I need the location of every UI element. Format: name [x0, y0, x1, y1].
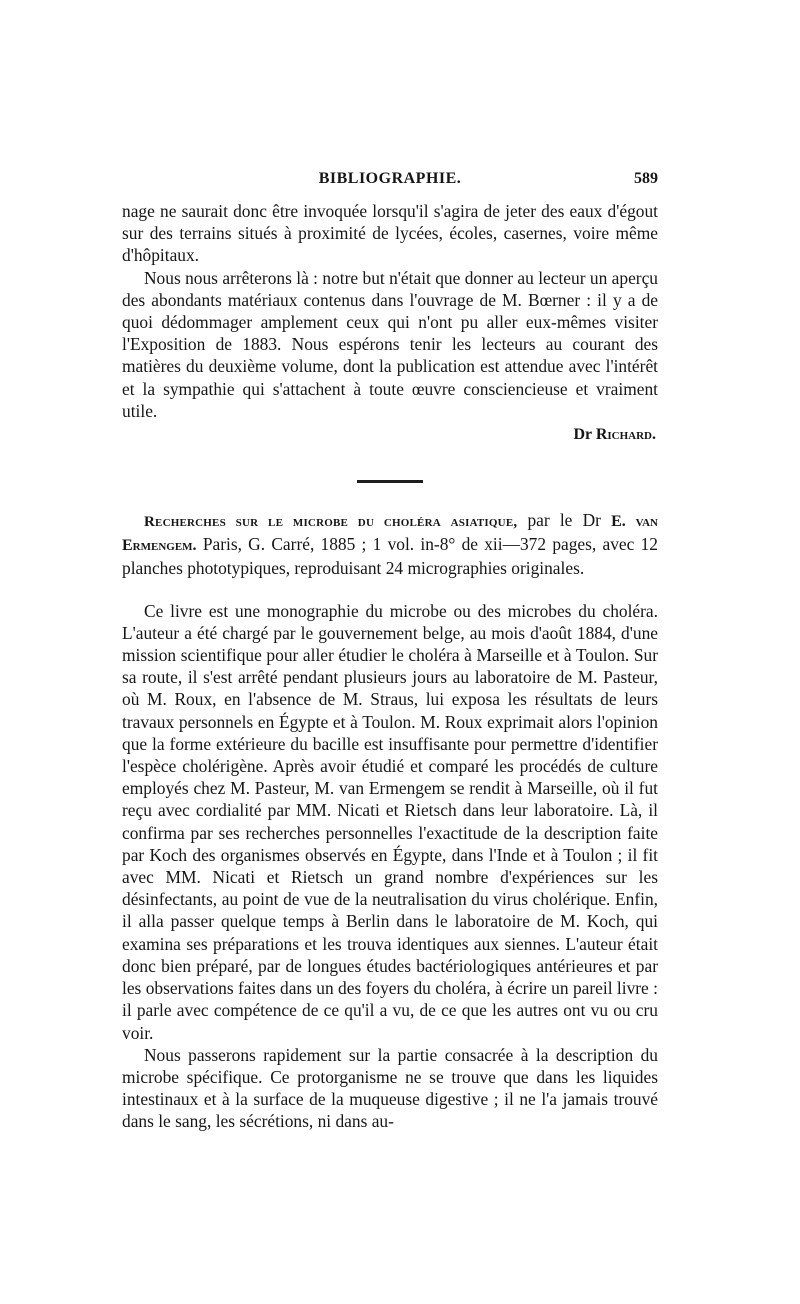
section-divider — [357, 480, 423, 483]
signature-title: Dr — [573, 426, 592, 444]
review-author-name: E. van Ermengem. — [122, 513, 659, 555]
review-details: Paris, G. Carré, 1885 ; 1 vol. in-8° de xii—372 pages, avec 12 planches phototypiques, reproduisant 24 micrographies originales. — [122, 534, 658, 579]
paragraph-conclusion: Nous nous arrêterons là : notre but n'était que donner au lecteur un aperçu des abondants matériaux contenus dans l'ouvrage de M. Bœrner : il y a de quoi dédommager amplement ceux qui n'ont pu aller eux-mêmes visiter l'Exposition de 1883. Nous espérons tenir les lecteurs au courant des matières du deuxième volume, dont la publication est attendue avec l'intérêt et la sympathie qui s'attachent à toute œuvre consciencieuse et vraiment utile. — [122, 267, 658, 421]
paragraph-review-body: Ce livre est une monographie du microbe ou des microbes du choléra. L'auteur a été chargé par le gouvernement belge, au mois d'août 1884, d'une mission scientifique pour aller étudier le choléra à Marseille et à Toulon. Sur sa route, il s'est arrêté pendant plusieurs jours au laboratoire de M. Pasteur, où M. Roux, en l'absence de M. Straus, lui exposa les résultats de leurs travaux personnels en Égypte et à Toulon. M. Roux exprimait alors l'opinion que la forme extérieure du bacille est insuffisante pour permettre d'identifier l'espèce cholérigène. Après avoir étudié et comparé les procédés de culture employés chez M. Pasteur, M. van Ermengem se rendit à Marseille, où il fut reçu avec cordialité par MM. Nicati et Rietsch dans leur laboratoire. Là, il confirma par ses recherches personnelles l'exactitude de la description faite par Koch des organismes observés en Égypte, dans l'Inde et à Toulon ; il fit avec MM. Nicati et Rietsch un grand nombre d'expériences sur les désinfectants, au point de vue de la neutralisation du virus cholérique. Enfin, il alla passer quelque temps à Berlin dans le laboratoire de M. Koch, qui examina ses préparations et les trouva identiques aux siennes. L'auteur était donc bien préparé, par de longues études bactériologiques antérieures et par les observations faites dans un des foyers du choléra, à écrire un pareil livre : il parle avec compétence de ce qu'il a vu, de ce que les autres ont vu ou cru voir. — [122, 600, 658, 1043]
paragraph-review-continued: Nous passerons rapidement sur la partie consacrée à la description du microbe spécifique. Ce protorganisme ne se trouve que dans les liquides intestinaux et à la surface de la muqueuse digestive ; il ne l'a jamais trouvé dans le sang, les sécrétions, ni dans au- — [122, 1044, 658, 1132]
review-title: Recherches sur le microbe du choléra asiatique, — [144, 514, 518, 531]
page-number: 589 — [634, 170, 658, 187]
signature-name: Richard. — [595, 426, 656, 444]
page-header — [122, 170, 658, 192]
review-author-title: Dr — [582, 510, 601, 531]
review-citation — [122, 509, 658, 580]
review-by: par le — [527, 510, 573, 531]
page — [122, 170, 658, 1133]
signature — [122, 424, 658, 446]
running-head: BIBLIOGRAPHIE. — [318, 170, 462, 187]
paragraph-continuation: nage ne saurait donc être invoquée lorsqu'il s'agira de jeter des eaux d'égout sur des terrains situés à proximité de lycées, écoles, casernes, voire même d'hôpitaux. — [122, 201, 658, 266]
